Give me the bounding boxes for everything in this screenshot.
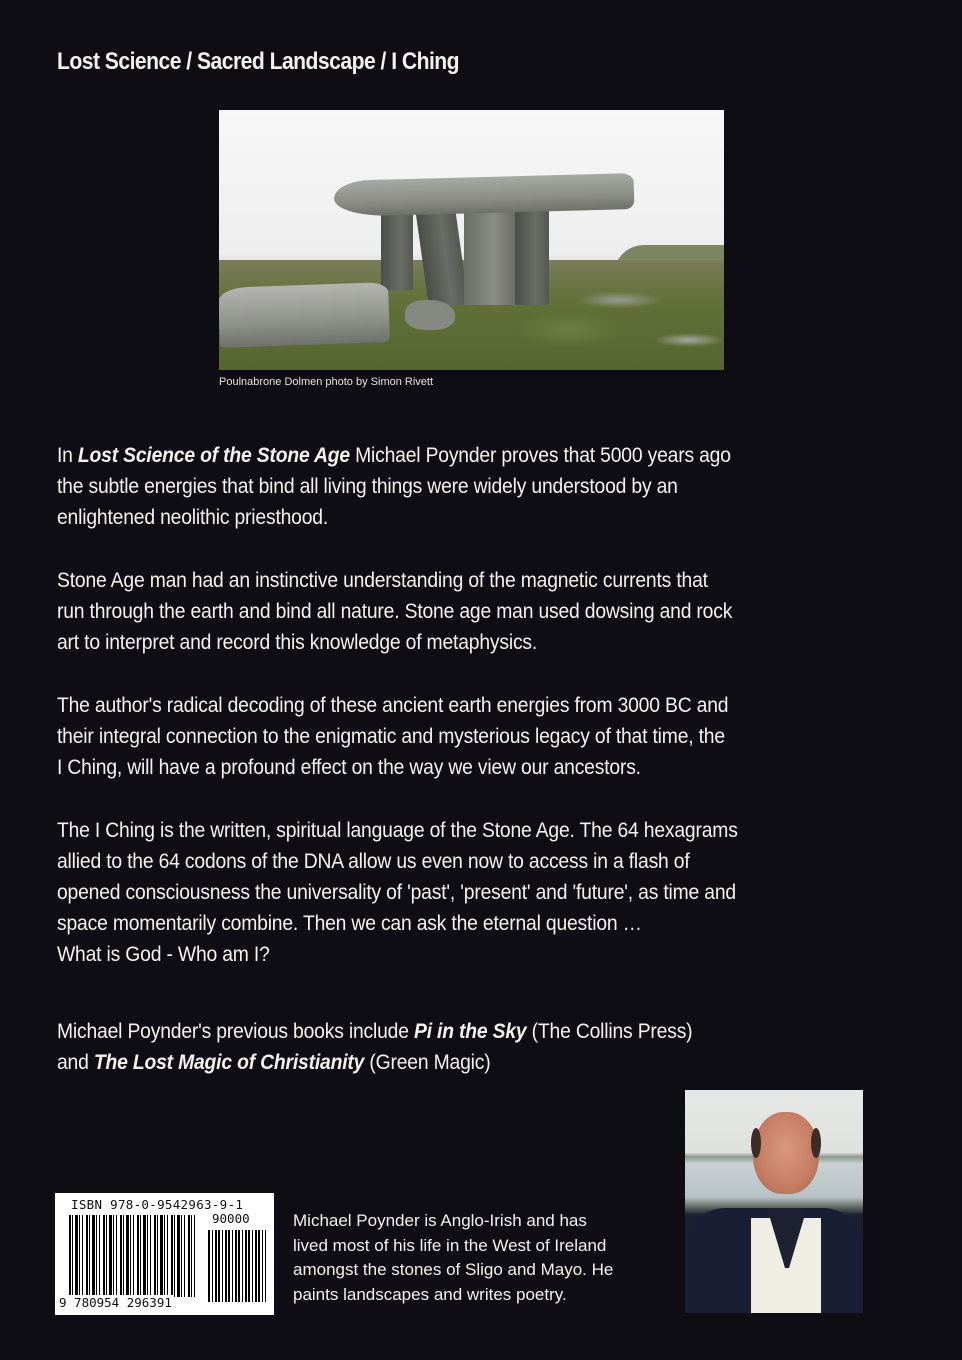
text-line: lived most of his life in the West of Ireland <box>293 1235 607 1255</box>
text-line: enlightened neolithic priesthood. <box>57 506 329 529</box>
text-line: art to interpret and record this knowledge of metaphysics. <box>57 631 538 654</box>
text-run: and <box>57 1051 94 1074</box>
text-run: (Green Magic) <box>364 1051 491 1074</box>
text-line: amongst the stones of Sligo and Mayo. He <box>293 1260 614 1279</box>
author-hair <box>811 1128 821 1158</box>
text-run: Michael Poynder proves that 5000 years ago <box>349 444 731 467</box>
text-line: opened consciousness the universality of 'past', 'present' and 'future', as time and <box>57 881 737 904</box>
text-line: their integral connection to the enigmatic and mysterious legacy of that time, the <box>57 725 725 748</box>
barcode-bars-icon <box>69 1215 195 1297</box>
description-paragraph-3 <box>57 690 917 783</box>
text-line: run through the earth and bind all nature. Stone age man used dowsing and rock <box>57 600 733 623</box>
dolmen-stone <box>381 210 413 290</box>
text-line: The author's radical decoding of these ancient earth energies from 3000 BC and <box>57 694 729 717</box>
boulder <box>405 300 455 330</box>
text-line: Michael Poynder is Anglo-Irish and has <box>293 1211 587 1230</box>
book-title: Lost Science of the Stone Age <box>77 444 350 467</box>
text-line: I Ching, will have a profound effect on the way we view our ancestors. <box>57 756 641 779</box>
text-line: the subtle energies that bind all living things were widely understood by an <box>57 475 678 498</box>
text-line: paints landscapes and writes poetry. <box>293 1284 567 1304</box>
text-run: Michael Poynder's previous books include <box>57 1020 414 1043</box>
description-paragraph-1 <box>57 440 917 533</box>
author-photo <box>685 1090 863 1313</box>
addon-barcode-bars-icon <box>208 1230 266 1302</box>
ean-number: 9 780954 296391 <box>59 1295 172 1310</box>
author-face <box>753 1112 819 1194</box>
dolmen-stone <box>515 205 549 305</box>
text-line <box>57 1016 848 1047</box>
author-hair <box>751 1128 761 1158</box>
text-run: (The Collins Press) <box>526 1020 693 1043</box>
isbn-barcode <box>55 1193 274 1315</box>
book-title: The Lost Magic of Christianity <box>93 1051 365 1074</box>
text-line <box>57 440 848 471</box>
text-line: The I Ching is the written, spiritual language of the Stone Age. The 64 hexagrams <box>57 819 738 842</box>
author-bio <box>293 1209 673 1307</box>
fallen-slab <box>219 282 390 348</box>
isbn-label: ISBN 978-0-9542963-9-1 <box>71 1197 244 1212</box>
text-run: In <box>57 444 78 467</box>
text-line: Stone Age man had an instinctive understanding of the magnetic currents that <box>57 569 708 592</box>
text-line: What is God - Who am I? <box>57 943 270 966</box>
previous-books <box>57 1016 917 1078</box>
text-line: space momentarily combine. Then we can ask the eternal question … <box>57 912 642 935</box>
price-addon-code: 90000 <box>212 1211 250 1226</box>
dolmen-capstone <box>334 173 635 217</box>
description-paragraph-2 <box>57 565 917 658</box>
text-line <box>57 1047 848 1078</box>
description-paragraph-4 <box>57 815 917 970</box>
category-header: Lost Science / Sacred Landscape / I Ching <box>57 48 460 75</box>
book-title: Pi in the Sky <box>413 1020 527 1043</box>
text-line: allied to the 64 codons of the DNA allow us even now to access in a flash of <box>57 850 690 873</box>
photo-caption: Poulnabrone Dolmen photo by Simon Rivett <box>219 376 434 388</box>
dolmen-photo <box>219 110 724 370</box>
